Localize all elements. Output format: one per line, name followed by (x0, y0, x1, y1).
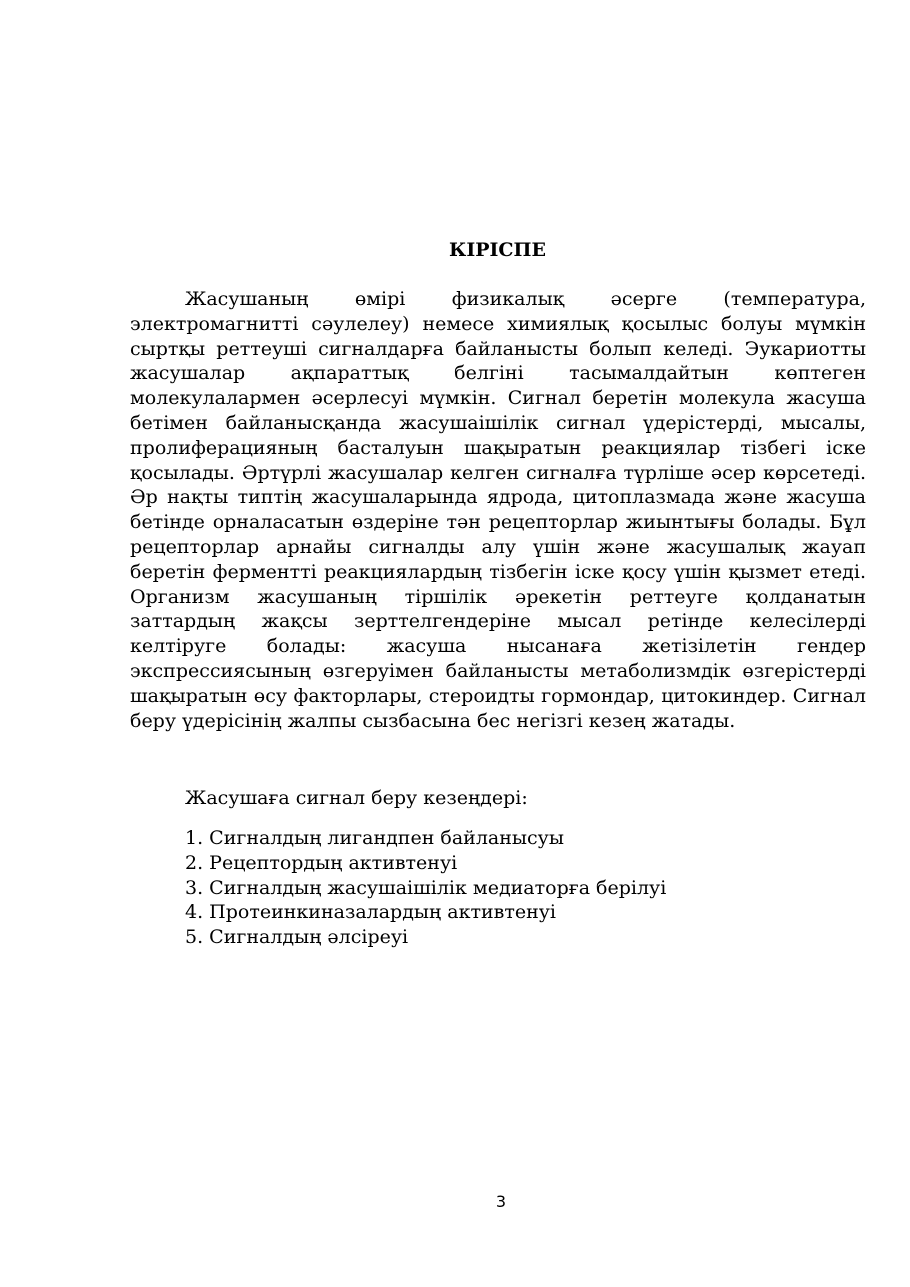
stages-list (185, 826, 865, 950)
page-number: 3 (495, 1192, 507, 1211)
list-item: 5. Сигналдың әлсіреуі (185, 926, 409, 949)
list-item: 2. Рецептордың активтенуі (185, 851, 458, 874)
list-item: 4. Протеинкиназалардың активтенуі (185, 901, 556, 924)
list-item: 3. Сигналдың жасушаішілік медиаторға берілуі (185, 876, 667, 899)
page-title: КІРІСПЕ (449, 239, 546, 261)
intro-paragraph: Жасушаның өмірі физикалық әсерге (температура, электромагнитті сәулелеу) немесе химиялық қосылыс болуы мүмкін сыртқы реттеуші сигналдарға байланысты болып келеді. Эукариотты жасушалар ақпараттық белгіні тасымалдайтын көптеген молекулалармен әсерлесуі мүмкін. Сигнал беретін молекула жасуша бетімен байланысқанда жасушаішілік сигнал үдерістерді, мысалы, пролиферацияның басталуын шақыратын реакциялар тізбегі іске қосылады. Әртүрлі жасушалар келген сигналға түрліше әсер көрсетеді. Әр нақты типтің жасушаларында ядрода, цитоплазмада және жасуша бетінде орналасатын өздеріне тән рецепторлар жиынтығы болады. Бұл рецепторлар арнайы сигналды алу үшін және жасушалық жауап беретін ферментті реакциялардың тізбегін іске қосу үшін қызмет етеді. Организм жасушаның тіршілік әрекетін реттеуге қолданатын заттардың жақсы зерттелгендеріне мысал ретінде келесілерді келтіруге болады: жасуша нысанаға жетізілетін гендер экспрессиясының өзгеруімен байланысты метаболизмдік өзгерістерді шақыратын өсу факторлары, стероидты гормондар, цитокиндер. Сигнал беру үдерісінің жалпы сызбасына бес негізгі кезең жатады. (130, 288, 866, 732)
list-item: 1. Сигналдың лигандпен байланысуы (185, 827, 564, 849)
list-lead-text: Жасушаға сигнал беру кезеңдері: (185, 787, 528, 809)
